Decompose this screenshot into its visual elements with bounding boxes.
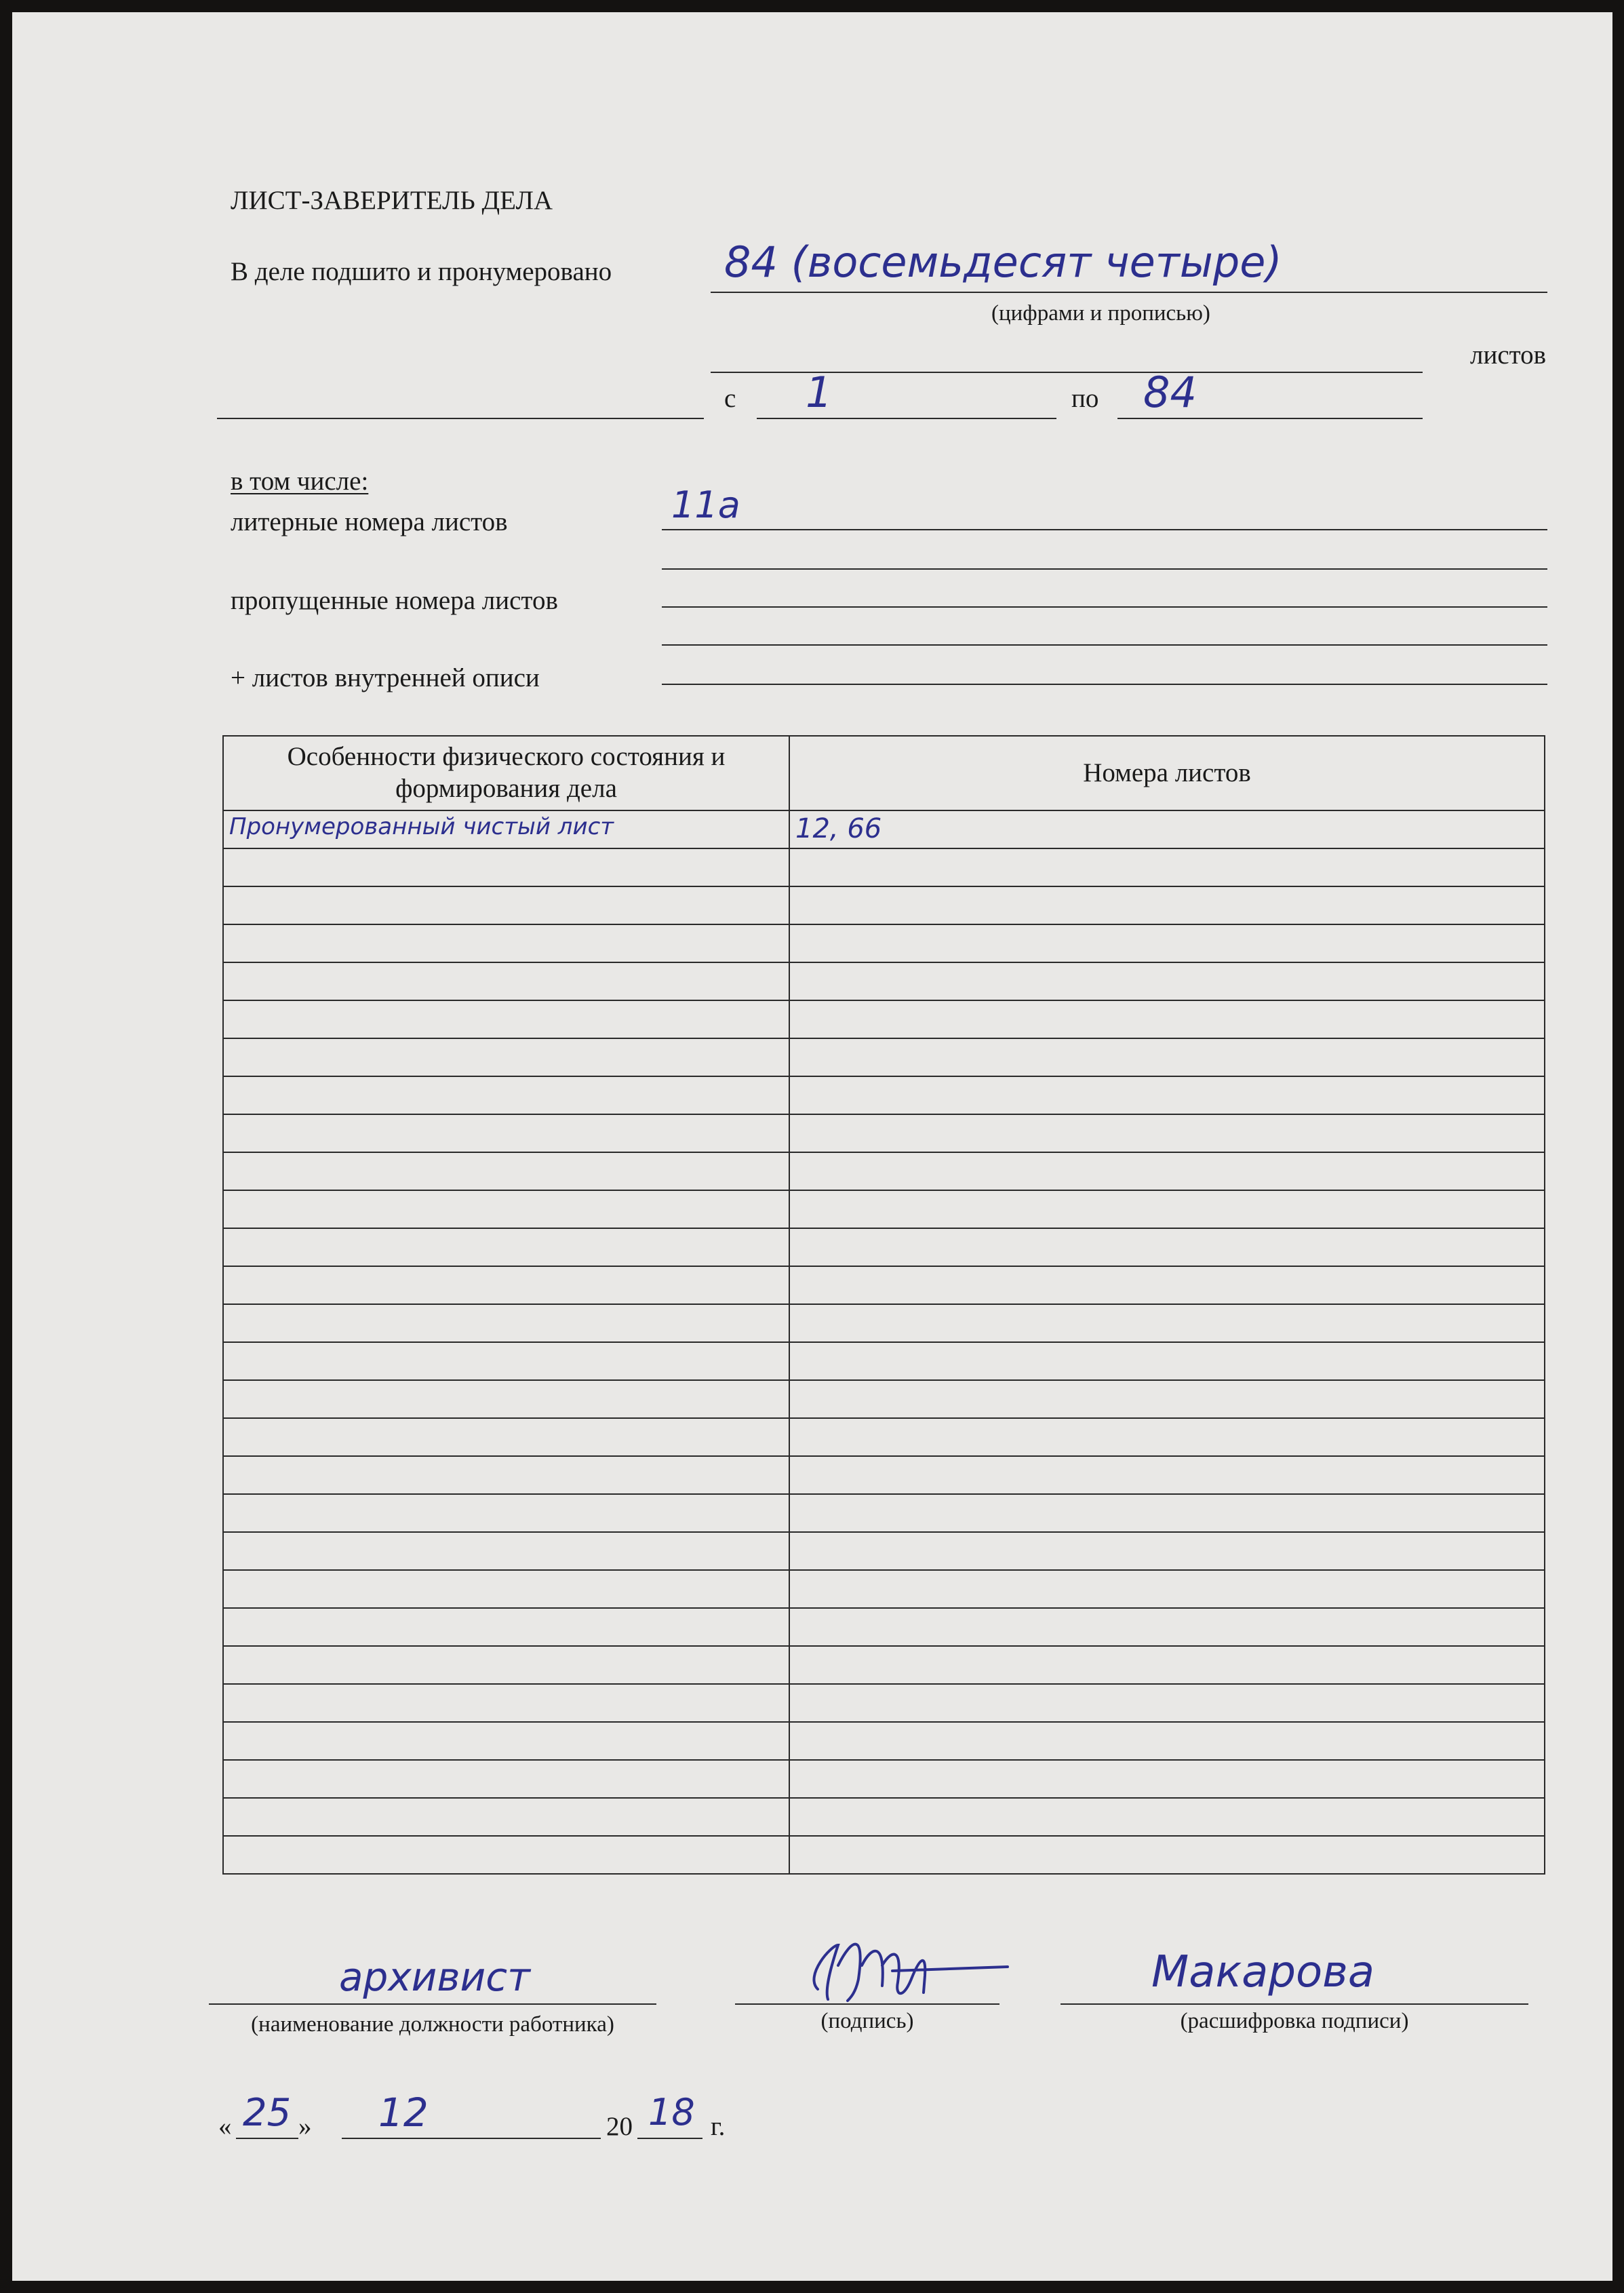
sheets-cell[interactable] bbox=[789, 810, 1545, 848]
table-row bbox=[223, 1608, 1545, 1646]
table-row bbox=[223, 1342, 1545, 1380]
feature-cell[interactable] bbox=[223, 848, 789, 886]
feature-cell[interactable] bbox=[223, 1456, 789, 1494]
feature-cell[interactable] bbox=[223, 1190, 789, 1228]
date-close-quote: » bbox=[298, 2112, 312, 2141]
sheets-cell[interactable] bbox=[789, 1380, 1545, 1418]
blank-line-left bbox=[217, 418, 704, 419]
sheets-cell[interactable] bbox=[789, 1684, 1545, 1722]
sheets-cell[interactable] bbox=[789, 1342, 1545, 1380]
feature-cell[interactable] bbox=[223, 1570, 789, 1608]
sheets-cell[interactable] bbox=[789, 1038, 1545, 1076]
feature-cell[interactable] bbox=[223, 962, 789, 1000]
feature-cell[interactable] bbox=[223, 1076, 789, 1114]
feature-cell[interactable] bbox=[223, 1152, 789, 1190]
position-label: (наименование должности работника) bbox=[251, 2012, 614, 2037]
inventory-label: + листов внутренней описи bbox=[231, 663, 540, 692]
sheets-cell[interactable] bbox=[789, 962, 1545, 1000]
feature-cell[interactable] bbox=[223, 1608, 789, 1646]
table-row bbox=[223, 1722, 1545, 1760]
feature-cell[interactable] bbox=[223, 810, 789, 848]
table-row bbox=[223, 1304, 1545, 1342]
sheets-cell[interactable] bbox=[789, 1532, 1545, 1570]
name-label: (расшифровка подписи) bbox=[1180, 2009, 1409, 2033]
table-row bbox=[223, 1646, 1545, 1684]
to-line bbox=[1117, 418, 1423, 419]
sheets-cell[interactable] bbox=[789, 1152, 1545, 1190]
position-line bbox=[209, 2003, 656, 2005]
sheets-cell[interactable] bbox=[789, 1608, 1545, 1646]
table-row bbox=[223, 962, 1545, 1000]
sheets-cell[interactable] bbox=[789, 1114, 1545, 1152]
table-row bbox=[223, 1114, 1545, 1152]
table-row bbox=[223, 1000, 1545, 1038]
date-month-line bbox=[342, 2138, 601, 2139]
table-row bbox=[223, 1038, 1545, 1076]
date-month[interactable]: 12 bbox=[378, 2090, 429, 2136]
feature-cell[interactable] bbox=[223, 1494, 789, 1532]
date-day-line bbox=[236, 2138, 298, 2139]
table-header-row bbox=[223, 736, 1545, 810]
feature-cell[interactable] bbox=[223, 1304, 789, 1342]
table-row bbox=[223, 886, 1545, 924]
sheets-cell[interactable] bbox=[789, 1228, 1545, 1266]
table-row bbox=[223, 1076, 1545, 1114]
to-value[interactable]: 84 bbox=[1143, 368, 1197, 417]
col-sheets-header: Номера листов bbox=[789, 736, 1545, 810]
sheets-cell[interactable] bbox=[789, 1266, 1545, 1304]
sheets-cell[interactable] bbox=[789, 1418, 1545, 1456]
from-value[interactable]: 1 bbox=[806, 368, 833, 417]
sheets-cell[interactable] bbox=[789, 886, 1545, 924]
sheets-text: 12, 66 bbox=[795, 813, 882, 844]
sheets-cell[interactable] bbox=[789, 1076, 1545, 1114]
table-row bbox=[223, 1798, 1545, 1836]
to-label: по bbox=[1071, 384, 1099, 413]
date-day[interactable]: 25 bbox=[243, 2091, 292, 2135]
signature-mark[interactable] bbox=[791, 1925, 1014, 2013]
document-sheet bbox=[12, 12, 1612, 2281]
table-row bbox=[223, 1380, 1545, 1418]
table-row bbox=[223, 810, 1545, 848]
table-row bbox=[223, 1684, 1545, 1722]
skipped-line-2 bbox=[662, 644, 1547, 646]
letter-line-2 bbox=[662, 568, 1547, 570]
sheets-cell[interactable] bbox=[789, 1000, 1545, 1038]
form-title: ЛИСТ-ЗАВЕРИТЕЛЬ ДЕЛА bbox=[231, 186, 553, 215]
sheets-cell[interactable] bbox=[789, 1722, 1545, 1760]
sheets-cell[interactable] bbox=[789, 924, 1545, 962]
sheets-cell[interactable] bbox=[789, 1456, 1545, 1494]
table-row bbox=[223, 1190, 1545, 1228]
feature-cell[interactable] bbox=[223, 1684, 789, 1722]
table-row bbox=[223, 924, 1545, 962]
sheets-word: листов bbox=[1470, 340, 1547, 370]
feature-cell[interactable] bbox=[223, 1646, 789, 1684]
feature-cell[interactable] bbox=[223, 1342, 789, 1380]
sheets-cell[interactable] bbox=[789, 1760, 1545, 1798]
table-row bbox=[223, 1418, 1545, 1456]
feature-text: Пронумерованный чистый лист bbox=[229, 813, 614, 840]
table-row bbox=[223, 1532, 1545, 1570]
sheets-cell[interactable] bbox=[789, 1836, 1545, 1874]
col-features-header: Особенности физического состояния и формирования дела bbox=[223, 736, 789, 810]
feature-cell[interactable] bbox=[223, 886, 789, 924]
table-row bbox=[223, 1836, 1545, 1874]
feature-cell[interactable] bbox=[223, 1418, 789, 1456]
feature-cell[interactable] bbox=[223, 924, 789, 962]
table-row bbox=[223, 1228, 1545, 1266]
inventory-line bbox=[662, 684, 1547, 685]
feature-cell[interactable] bbox=[223, 1228, 789, 1266]
bound-value[interactable]: 84 (восемьдесят четыре) bbox=[724, 237, 1282, 287]
date-year-suffix[interactable]: 18 bbox=[648, 2091, 695, 2134]
sheets-cell[interactable] bbox=[789, 848, 1545, 886]
letter-label: литерные номера листов bbox=[231, 507, 508, 536]
from-line bbox=[757, 418, 1056, 419]
feature-cell[interactable] bbox=[223, 1836, 789, 1874]
feature-cell[interactable] bbox=[223, 1000, 789, 1038]
feature-cell[interactable] bbox=[223, 1722, 789, 1760]
features-table bbox=[222, 735, 1545, 1875]
including-label: в том числе: bbox=[231, 467, 369, 496]
skipped-line bbox=[662, 606, 1547, 608]
signature-line bbox=[735, 2003, 999, 2005]
bound-label: В деле подшито и пронумеровано bbox=[231, 257, 612, 286]
signature-label: (подпись) bbox=[820, 2009, 914, 2033]
date-year-word: г. bbox=[711, 2112, 726, 2141]
table-row bbox=[223, 1456, 1545, 1494]
feature-cell[interactable] bbox=[223, 1266, 789, 1304]
skipped-label: пропущенные номера листов bbox=[231, 586, 558, 615]
date-open-quote: « bbox=[218, 2112, 232, 2141]
sheets-cell[interactable] bbox=[789, 1494, 1545, 1532]
bound-value-line bbox=[711, 292, 1547, 293]
table-row bbox=[223, 1152, 1545, 1190]
feature-cell[interactable] bbox=[223, 1380, 789, 1418]
sheets-cell[interactable] bbox=[789, 1646, 1545, 1684]
name-value[interactable]: Макарова bbox=[1151, 1947, 1375, 1997]
feature-cell[interactable] bbox=[223, 1038, 789, 1076]
letter-value[interactable]: 11а bbox=[671, 484, 740, 526]
feature-cell[interactable] bbox=[223, 1760, 789, 1798]
digits-hint: (цифрами и прописью) bbox=[991, 301, 1210, 326]
date-year-prefix: 20 bbox=[606, 2112, 633, 2141]
feature-cell[interactable] bbox=[223, 1532, 789, 1570]
table-body bbox=[223, 810, 1545, 1874]
sheets-cell[interactable] bbox=[789, 1798, 1545, 1836]
date-year-line bbox=[637, 2138, 702, 2139]
table-row bbox=[223, 1494, 1545, 1532]
table-row bbox=[223, 1266, 1545, 1304]
sheets-cell[interactable] bbox=[789, 1570, 1545, 1608]
feature-cell[interactable] bbox=[223, 1114, 789, 1152]
feature-cell[interactable] bbox=[223, 1798, 789, 1836]
sheets-cell[interactable] bbox=[789, 1190, 1545, 1228]
table-row bbox=[223, 1760, 1545, 1798]
position-value[interactable]: архивист bbox=[339, 1954, 530, 2000]
sheets-cell[interactable] bbox=[789, 1304, 1545, 1342]
table-row bbox=[223, 848, 1545, 886]
table-row bbox=[223, 1570, 1545, 1608]
from-label: с bbox=[724, 384, 736, 413]
letter-line bbox=[662, 529, 1547, 530]
name-line bbox=[1061, 2003, 1528, 2005]
